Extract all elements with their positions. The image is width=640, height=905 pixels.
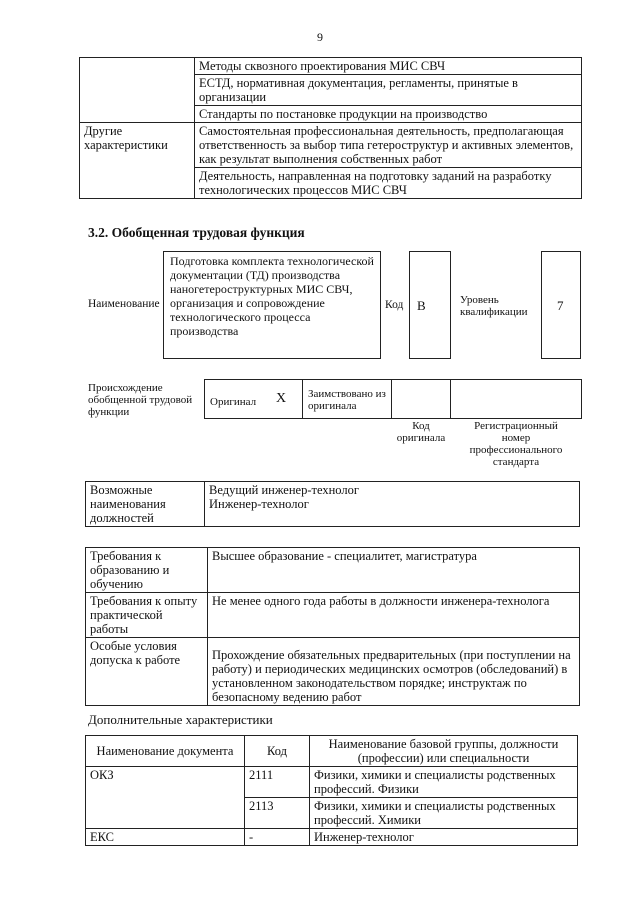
function-name: Подготовка комплекта технологической документации (ТД) производства наногетероструктурных МИС СВЧ, организация и сопровождение технологического процесса производства [170,254,374,338]
origin-box [204,379,582,419]
table-cell: Стандарты по постановке продукции на производство [195,106,582,123]
requirement-label: Особые условия допуска к работе [86,638,208,706]
level-value: 7 [557,298,564,313]
requirement-label: Требования к опыту практической работы [86,593,208,638]
doc-name-cell: ЕКС [86,829,245,846]
original-label: Оригинал [210,396,257,408]
requirement-value: Не менее одного года работы в должности инженера-технолога [208,593,580,638]
original-mark: X [276,391,287,406]
level-label: Уровень квалификации [460,294,528,318]
position-item: Инженер-технолог [209,497,309,511]
table-cell: Самостоятельная профессиональная деятельность, предполагающая ответственность за выбор типа гетероструктур и активных элементов, как результат выполнения собственных работ [195,123,582,168]
section-title: 3.2. Обобщенная трудовая функция [88,225,305,240]
origin-label: Происхождение обобщенной трудовой функции [88,382,193,418]
additional-title: Дополнительные характеристики [88,712,273,727]
table-cell: Методы сквозного проектирования МИС СВЧ [195,58,582,75]
name-cell: Физики, химики и специалисты родственных профессий. Физики [310,767,578,798]
positions-label: Возможные наименования должностей [86,482,205,527]
column-header: Код [245,736,310,767]
name-box [163,251,381,359]
code-cell: - [245,829,310,846]
divider [302,379,303,418]
empty-label-cell [80,58,195,123]
requirements-table [85,547,580,706]
requirement-label: Требования к образованию и обучению [86,548,208,593]
table-cell: Деятельность, направленная на подготовку заданий на разработку технологических процессов МИС СВЧ [195,168,582,199]
borrowed-label: Заимствовано из оригинала [308,388,386,412]
name-label: Наименование [88,298,160,310]
requirement-value: Высшее образование - специалитет, магистратура [208,548,580,593]
additional-table [85,735,578,846]
table-cell: ЕСТД, нормативная документация, регламенты, принятые в организации [195,75,582,106]
other-characteristics-label: Другие характеристики [80,123,195,199]
code-cell: 2113 [245,798,310,829]
code-original-caption: Код оригинала [396,420,446,444]
divider [391,379,392,418]
name-cell: Инженер-технолог [310,829,578,846]
divider [450,379,451,418]
code-cell: 2111 [245,767,310,798]
requirement-value: Прохождение обязательных предварительных (при поступлении на работу) и периодических медицинских осмотров (обследований) в установленном законодательством порядке; инструктаж по безопасному ведению работ [208,638,580,706]
code-value: B [417,298,426,313]
characteristics-table [79,57,582,199]
code-box [409,251,451,359]
code-label: Код [385,299,404,311]
positions-values [205,482,580,527]
column-header: Наименование базовой группы, должности (профессии) или специальности [310,736,578,767]
page-number: 9 [317,30,323,44]
column-header: Наименование документа [86,736,245,767]
positions-table [85,481,580,527]
position-item: Ведущий инженер-технолог [209,483,359,497]
reg-number-caption: Регистрационный номер профессионального стандарта [469,420,563,468]
doc-name-cell: ОКЗ [86,767,245,829]
level-box [541,251,581,359]
name-cell: Физики, химики и специалисты родственных профессий. Химики [310,798,578,829]
